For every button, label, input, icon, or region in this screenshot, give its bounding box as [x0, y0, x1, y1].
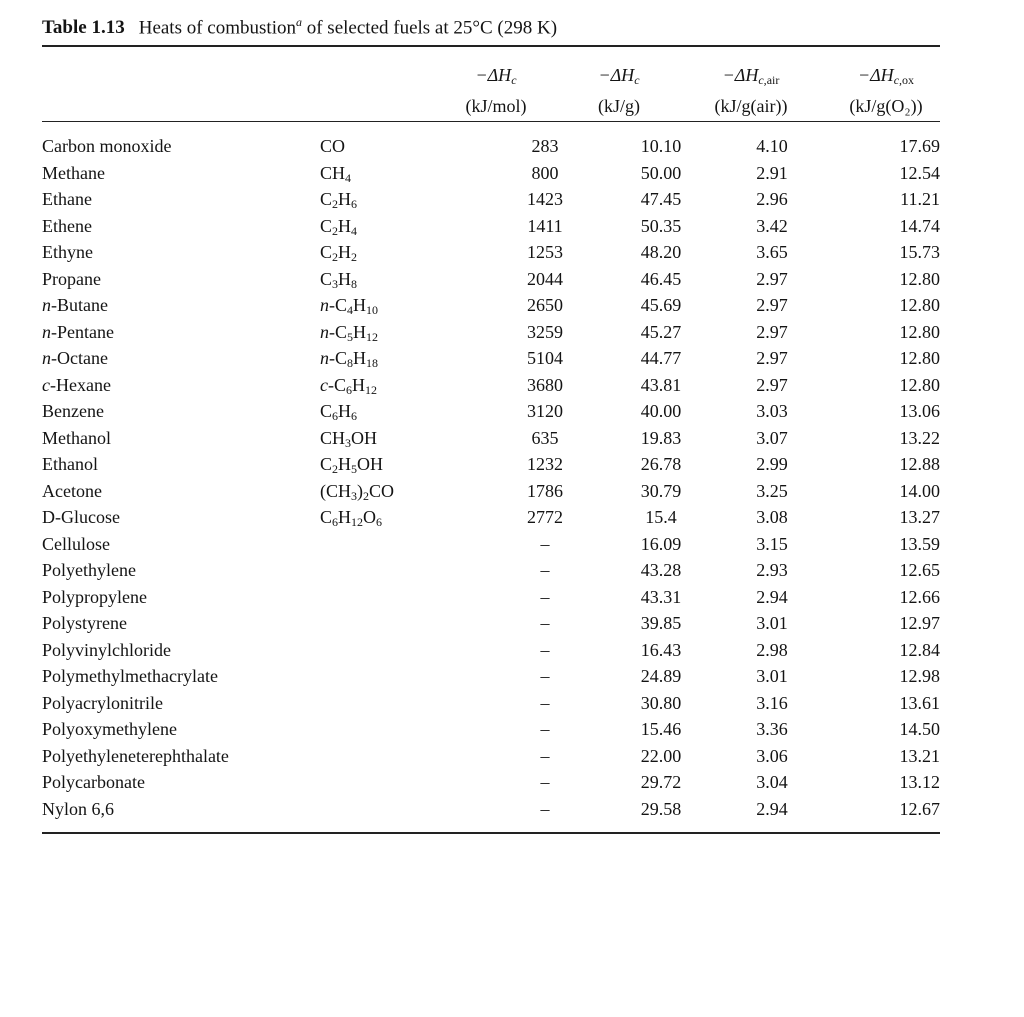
- dh-kj-per-g-air: 2.97: [756, 268, 788, 289]
- dh-kj-per-g: 16.43: [640, 639, 682, 660]
- dh-kj-per-g-o2: 13.12: [899, 772, 940, 792]
- table-row: [42, 372, 940, 399]
- dh-kj-per-g-air: 3.06: [756, 745, 788, 766]
- fuel-name: D-Glucose: [42, 507, 120, 527]
- fuel-name: Benzene: [42, 401, 104, 421]
- header-dh-air: $-\Delta H_{c,air}$ (kJ/g(air)): [671, 62, 831, 119]
- dh-kj-per-g-o2: 15.73: [899, 242, 940, 262]
- dh-kj-per-g-air: 3.36: [756, 719, 788, 739]
- dh-kj-per-g-air: 2.97: [756, 295, 788, 315]
- dh-kj-per-g-air: 3.08: [756, 507, 788, 527]
- dh-kj-per-mol: –: [540, 772, 550, 792]
- dh-kj-per-g-o2: 12.65: [899, 560, 940, 580]
- fuel-name: n-Pentane: [42, 321, 114, 342]
- fuel-name: Ethanol: [42, 454, 98, 474]
- dh-kj-per-g-air: 3.01: [756, 666, 788, 686]
- dh-kj-per-g-o2: 12.84: [899, 639, 940, 660]
- header-rule: [42, 121, 940, 122]
- dh-kj-per-g: 39.85: [640, 613, 682, 633]
- dh-kj-per-mol: –: [540, 745, 550, 766]
- dh-kj-per-g-air: 3.16: [756, 692, 788, 713]
- dh-kj-per-g-o2: 17.69: [899, 136, 940, 156]
- dh-kj-per-g-air: 2.93: [756, 560, 788, 580]
- dh-kj-per-g-air: 2.97: [756, 321, 788, 342]
- chemical-formula: $C_6H_{12}O_6$: [320, 507, 383, 529]
- dh-kj-per-g-air: 3.15: [756, 533, 788, 554]
- table-caption: [42, 8, 557, 42]
- chemical-formula: $c-C_6H_{12}$: [320, 374, 377, 397]
- table-row: [42, 345, 940, 372]
- dh-kj-per-g: 43.81: [640, 374, 682, 395]
- dh-kj-per-mol: –: [540, 692, 550, 713]
- table-row: [42, 796, 940, 823]
- chemical-formula: $n-C_8H_{18}$: [320, 348, 378, 370]
- table-label: Table 1.13: [42, 17, 125, 39]
- dh-kj-per-g: 40.00: [640, 401, 682, 421]
- dh-kj-per-g-o2: 12.80: [899, 268, 940, 289]
- fuel-name: Polyethylene: [42, 560, 136, 580]
- chemical-formula: $C_2H_6$: [320, 189, 358, 211]
- table-row: [42, 531, 940, 558]
- dh-kj-per-g-air: 3.04: [756, 772, 788, 792]
- dh-kj-per-g-o2: 14.74: [899, 215, 940, 236]
- dh-kj-per-g-o2: 12.80: [899, 374, 940, 395]
- dh-kj-per-g-air: 2.97: [756, 374, 788, 395]
- dh-kj-per-g: 26.78: [640, 454, 682, 474]
- fuel-name: Polyacrylonitrile: [42, 692, 163, 713]
- dh-kj-per-mol: –: [540, 719, 550, 739]
- table-row: [42, 743, 940, 770]
- table-row: [42, 425, 940, 452]
- table-row: [42, 133, 940, 160]
- table-row: [42, 186, 940, 213]
- chemical-formula: $C_2H_4$: [320, 215, 358, 238]
- dh-kj-per-g: 45.69: [640, 295, 682, 315]
- dh-kj-per-g: 10.10: [640, 136, 682, 156]
- dh-kj-per-g-air: 3.01: [756, 613, 788, 633]
- dh-kj-per-mol: –: [540, 798, 550, 819]
- chemical-formula: $(CH_3)_2CO$: [320, 480, 395, 503]
- dh-kj-per-g-o2: 13.22: [899, 427, 940, 448]
- dh-kj-per-g-o2: 13.61: [899, 692, 940, 713]
- table-row: [42, 769, 940, 796]
- bottom-rule: [42, 832, 940, 834]
- footnote-marker: a: [295, 15, 302, 29]
- fuel-name: Polyethyleneterephthalate: [42, 745, 229, 766]
- dh-kj-per-g-o2: 12.88: [899, 454, 940, 474]
- table-row: [42, 610, 940, 637]
- dh-kj-per-g: 50.35: [640, 215, 682, 236]
- fuel-name: Propane: [42, 268, 101, 289]
- dh-kj-per-g-air: 2.96: [756, 189, 788, 209]
- dh-kj-per-mol: 3680: [527, 374, 563, 395]
- table-row: [42, 451, 940, 478]
- chemical-formula: CO: [320, 136, 346, 156]
- dh-kj-per-g: 30.80: [640, 692, 682, 713]
- dh-kj-per-g: 43.31: [640, 586, 682, 607]
- dh-kj-per-g-o2: 13.21: [899, 745, 940, 766]
- header-unit: (kJ/g(O₂)): [849, 96, 923, 116]
- dh-kj-per-mol: –: [540, 560, 550, 580]
- dh-kj-per-mol: –: [540, 533, 550, 554]
- table-row: [42, 213, 940, 240]
- header-dh-ox: $-\Delta H_{c,ox}$ (kJ/g(O₂)): [806, 62, 966, 119]
- dh-kj-per-mol: –: [540, 666, 550, 686]
- dh-kj-per-g: 47.45: [640, 189, 682, 209]
- fuel-name: n-Butane: [42, 295, 108, 315]
- dh-kj-per-mol: –: [540, 613, 550, 633]
- dh-kj-per-mol: –: [540, 586, 550, 607]
- dh-kj-per-mol: 635: [531, 427, 559, 448]
- dh-kj-per-mol: 1411: [527, 215, 563, 236]
- dh-kj-per-g-air: 3.25: [756, 480, 788, 501]
- fuel-name: Polyoxymethylene: [42, 719, 177, 739]
- dh-kj-per-g-air: 3.65: [756, 242, 788, 262]
- dh-kj-per-g-o2: 14.00: [899, 480, 940, 501]
- dh-kj-per-g-o2: 12.67: [899, 798, 940, 819]
- dh-kj-per-g: 24.89: [640, 666, 682, 686]
- dh-kj-per-mol: 1423: [527, 189, 563, 209]
- fuel-name: Methane: [42, 162, 105, 183]
- table-row: [42, 557, 940, 584]
- fuel-name: Carbon monoxide: [42, 136, 172, 156]
- top-rule: [42, 45, 940, 47]
- dh-kj-per-g: 15.46: [640, 719, 682, 739]
- fuel-name: Acetone: [42, 480, 102, 501]
- chemical-formula: $CH_3OH$: [320, 427, 378, 450]
- dh-kj-per-mol: 1253: [527, 242, 563, 262]
- dh-kj-per-g-o2: 12.98: [899, 666, 940, 686]
- table-row: [42, 690, 940, 717]
- dh-kj-per-mol: 2772: [527, 507, 563, 527]
- dh-kj-per-g-air: 2.99: [756, 454, 788, 474]
- header-unit: (kJ/g(air)): [714, 96, 788, 116]
- dh-kj-per-g-o2: 12.80: [899, 348, 940, 368]
- dh-kj-per-g-o2: 14.50: [899, 719, 940, 739]
- dh-kj-per-g-o2: 12.97: [899, 613, 940, 633]
- dh-kj-per-g-o2: 12.80: [899, 321, 940, 342]
- table-row: [42, 266, 940, 293]
- chemical-formula: $C_3H_8$: [320, 268, 358, 291]
- dh-kj-per-g-o2: 13.27: [899, 507, 940, 527]
- table-body: [42, 133, 940, 822]
- dh-kj-per-g-air: 2.91: [756, 162, 788, 183]
- fuel-name: Cellulose: [42, 533, 110, 554]
- table-row: [42, 478, 940, 505]
- dh-kj-per-g-air: 2.97: [756, 348, 788, 368]
- table-row: [42, 319, 940, 346]
- dh-kj-per-g-air: 3.03: [756, 401, 788, 421]
- dh-kj-per-mol: 2650: [527, 295, 563, 315]
- dh-kj-per-g: 22.00: [640, 745, 682, 766]
- dh-kj-per-g: 15.4: [645, 507, 677, 527]
- dh-kj-per-g: 44.77: [640, 348, 682, 368]
- chemical-formula: $n-C_4H_{10}$: [320, 295, 378, 317]
- dh-kj-per-g-air: 2.94: [756, 586, 788, 607]
- chemical-formula: $CH_4$: [320, 162, 352, 185]
- table-row: [42, 160, 940, 187]
- table-row: [42, 504, 940, 531]
- fuel-name: Methanol: [42, 427, 111, 448]
- dh-kj-per-g: 30.79: [640, 480, 682, 501]
- dh-kj-per-mol: 1232: [527, 454, 563, 474]
- dh-kj-per-g: 46.45: [640, 268, 682, 289]
- header-dh-g: $-\Delta H_c$ (kJ/g): [539, 62, 699, 119]
- table-row: [42, 716, 940, 743]
- dh-kj-per-mol: 800: [531, 162, 559, 183]
- fuel-name: Ethyne: [42, 242, 93, 262]
- dh-kj-per-g-o2: 12.54: [899, 162, 940, 183]
- dh-kj-per-g-air: 2.98: [756, 639, 788, 660]
- dh-kj-per-g: 29.58: [640, 798, 682, 819]
- dh-kj-per-g-air: 2.94: [756, 798, 788, 819]
- dh-kj-per-g-o2: 12.66: [899, 586, 940, 607]
- dh-kj-per-mol: 3259: [527, 321, 563, 342]
- fuel-name: Polymethylmethacrylate: [42, 666, 218, 686]
- chemical-formula: $C_2H_2$: [320, 242, 358, 264]
- dh-kj-per-g-air: 4.10: [756, 136, 788, 156]
- fuel-name: Ethene: [42, 215, 92, 236]
- dh-kj-per-g-o2: 13.59: [899, 533, 940, 554]
- dh-kj-per-mol: 283: [531, 136, 559, 156]
- fuel-name: c-Hexane: [42, 374, 111, 395]
- header-dh-mol: $-\Delta H_c$ (kJ/mol): [416, 62, 576, 119]
- dh-kj-per-mol: –: [540, 639, 550, 660]
- table-row: [42, 292, 940, 319]
- dh-kj-per-g-air: 3.42: [756, 215, 788, 236]
- chemical-formula: $C_6H_6$: [320, 401, 358, 423]
- caption-text-after: of selected fuels at 25°C (298 K): [301, 17, 558, 39]
- header-unit: (kJ/g): [598, 96, 640, 116]
- table-row: [42, 663, 940, 690]
- dh-kj-per-g: 50.00: [640, 162, 682, 183]
- table-row: [42, 398, 940, 425]
- fuel-name: Polyvinylchloride: [42, 639, 171, 660]
- fuel-name: Nylon 6,6: [42, 798, 114, 819]
- dh-kj-per-mol: 3120: [527, 401, 563, 421]
- table-row: [42, 239, 940, 266]
- fuel-name: Ethane: [42, 189, 92, 209]
- dh-kj-per-g: 19.83: [640, 427, 682, 448]
- dh-kj-per-g-o2: 12.80: [899, 295, 940, 315]
- dh-kj-per-g: 48.20: [640, 242, 682, 262]
- caption-text: Heats of combustion: [138, 17, 296, 39]
- header-unit: (kJ/mol): [465, 96, 527, 116]
- chemical-formula: $C_2H_5OH$: [320, 454, 384, 476]
- table-row: [42, 637, 940, 664]
- fuel-name: Polypropylene: [42, 586, 147, 607]
- dh-kj-per-g: 29.72: [640, 772, 682, 792]
- dh-kj-per-mol: 1786: [527, 480, 563, 501]
- dh-kj-per-mol: 5104: [527, 348, 563, 368]
- dh-kj-per-g: 16.09: [640, 533, 682, 554]
- fuel-name: Polystyrene: [42, 613, 127, 633]
- dh-kj-per-g: 45.27: [640, 321, 682, 342]
- chemical-formula: $n-C_5H_{12}$: [320, 321, 378, 344]
- dh-kj-per-g-o2: 13.06: [899, 401, 940, 421]
- fuel-name: n-Octane: [42, 348, 108, 368]
- dh-kj-per-g: 43.28: [640, 560, 682, 580]
- fuel-name: Polycarbonate: [42, 772, 145, 792]
- table-row: [42, 584, 940, 611]
- dh-kj-per-mol: 2044: [527, 268, 563, 289]
- dh-kj-per-g-air: 3.07: [756, 427, 788, 448]
- dh-kj-per-g-o2: 11.21: [900, 189, 940, 209]
